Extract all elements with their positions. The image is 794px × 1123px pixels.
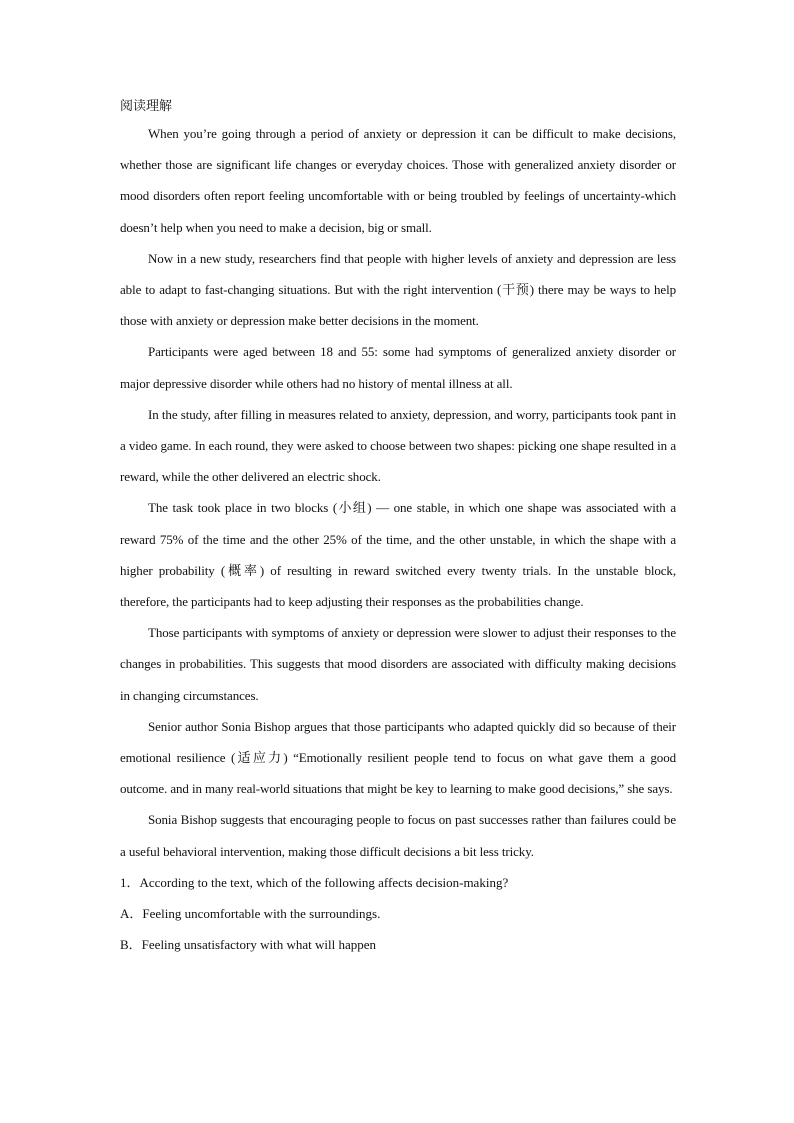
section-title: 阅读理解: [120, 99, 173, 114]
passage-paragraph-3: Participants were aged between 18 and 55: some had symptoms of generalized anxiety disorder or major depressive disorder while others had no history of mental illness at all.: [120, 344, 676, 391]
passage-paragraph-7: Senior author Sonia Bishop argues that those participants who adapted quickly did so because of their emotional resilience (适应力) “Emotionally resilient people tend to focus on what gave them a good outcome. and in many real-world situations that might be key to learning to make good decisions,” she says.: [120, 718, 676, 797]
passage-paragraph-6: Those participants with symptoms of anxiety or depression were slower to adjust their responses to the changes in probabilities. This suggests that mood disorders are associated with difficulty making decisions in changing circumstances.: [120, 625, 676, 703]
passage-paragraph-8: Sonia Bishop suggests that encouraging people to focus on past successes rather than failures could be a useful behavioral intervention, making those difficult decisions a bit less tricky.: [120, 812, 676, 859]
reading-section: [120, 96, 676, 960]
passage-paragraph-5: The task took place in two blocks (小组) — one stable, in which one shape was associated with a reward 75% of the time and the other 25% of the time, and the other unstable, in which the shape with a higher probability (概率) of resulting in reward switched every twenty trials. In the unstable block, therefore, the participants had to keep adjusting their responses as the probabilities change.: [120, 500, 676, 610]
passage-paragraph-1: When you’re going through a period of anxiety or depression it can be difficult to make decisions, whether those are significant life changes or everyday choices. Those with generalized anxiety disorder or mood disorders often report feeling uncomfortable with or being troubled by feelings of uncertainty-which doesn’t help when you need to make a decision, big or small.: [120, 126, 676, 235]
question-option-b: B．Feeling unsatisfactory with what will happen: [120, 937, 376, 953]
passage-paragraph-2: Now in a new study, researchers find that people with higher levels of anxiety and depression are less able to adapt to fast-changing situations. But with the right intervention (干预) there may be ways to help those with anxiety or depression make better decisions in the moment.: [120, 250, 676, 329]
question-stem: 1．According to the text, which of the following affects decision-making?: [120, 874, 509, 890]
passage-paragraph-4: In the study, after filling in measures related to anxiety, depression, and worry, participants took pant in a video game. In each round, they were asked to choose between two shapes: picking one shape resulted in a reward, while the other delivered an electric shock.: [120, 406, 676, 485]
question-option-a: A．Feeling uncomfortable with the surroundings.: [120, 906, 381, 922]
